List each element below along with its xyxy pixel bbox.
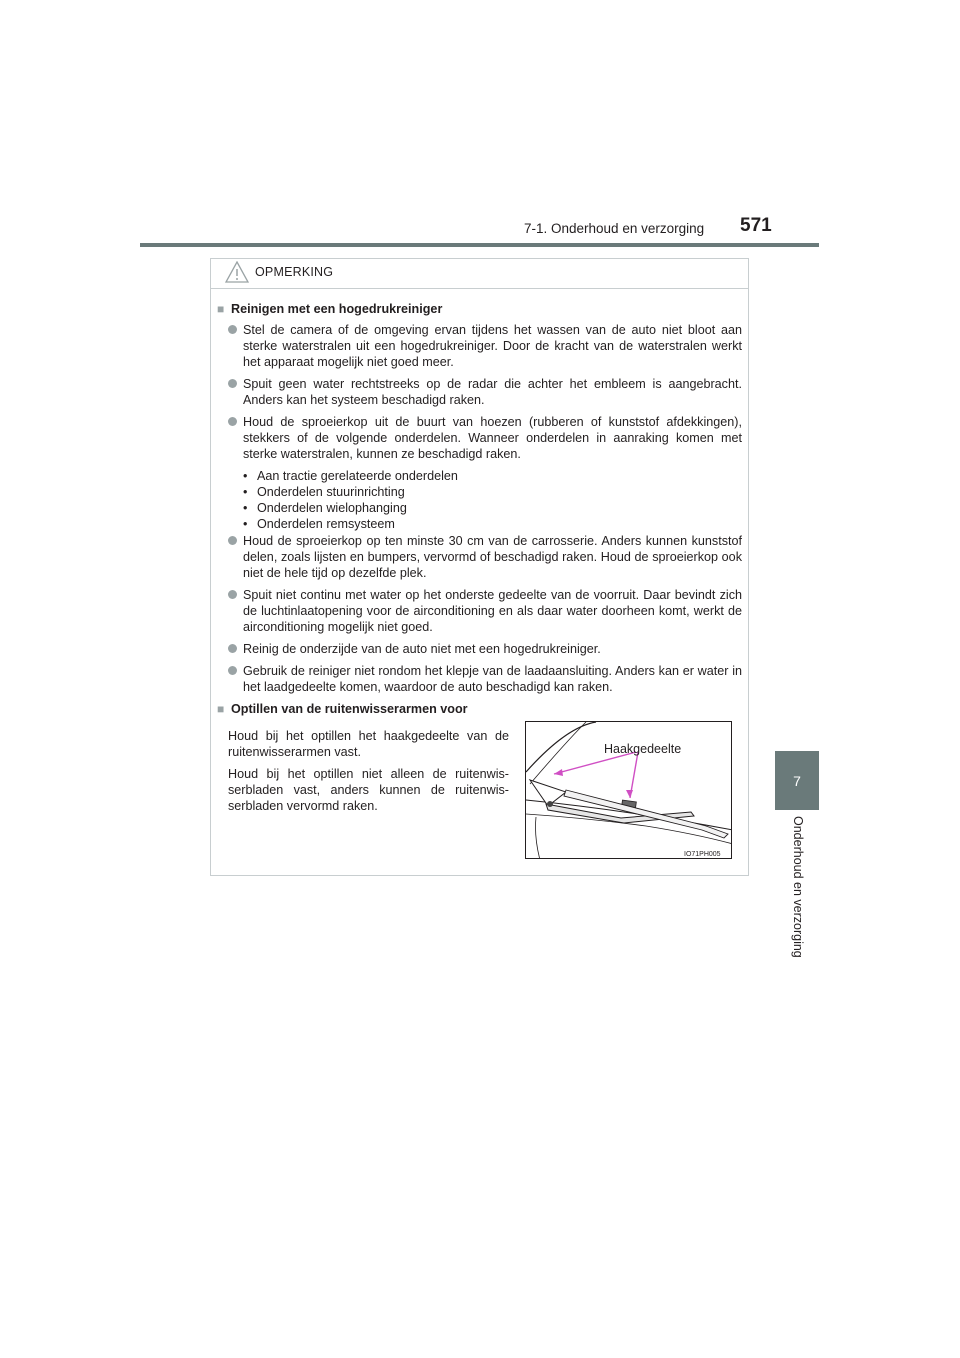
warning-triangle-icon [225,261,249,288]
chapter-side-label: Onderhoud en verzorging [791,816,805,958]
list-item [217,641,742,657]
bullet-dot-icon [228,325,237,334]
list-item-text: Houd de sproeierkop uit de buurt van hoezen (rubberen of kunststof afdekkingen), stekkers of de volgende onderdelen. Wanneer onderdelen in aanraking komen met sterke waterstralen, kunnen ze beschadigd raken. [243,415,742,461]
square-bullet-icon: ■ [217,302,225,316]
list-item [217,322,742,370]
list-item-text: Gebruik de reiniger niet rondom het klepje van de laadaansluiting. Anders kan er water in het laadgedeelte komen, waardoor de auto beschadigd kan raken. [243,664,742,694]
wiper-arm-illustration [525,721,732,859]
sub-list [243,468,742,532]
sub-list-item: • Onderdelen wielophanging [243,501,407,515]
sub-list-item-text: Onderdelen wielophanging [257,501,407,515]
sub-list-item: • Onderdelen stuurinrichting [243,485,405,499]
list-item-text: Spuit geen water rechtstreeks op de radar die achter het embleem is aangebracht. Anders kan het systeem beschadigd raken. [243,377,742,407]
sub-list-item-text: Onderdelen remsysteem [257,517,395,531]
bullet-dot-icon [228,536,237,545]
sub-list-item-text: Aan tractie gerelateerde onderdelen [257,469,458,483]
figure-code: IO71PH005 [684,851,721,858]
list-item-text: Houd de sproeierkop op ten minste 30 cm van de carrosserie. Anders kunnen kunststof delen, zoals lijsten en bumpers, vervormd of beschadigd raken. Houd de sproeierkop ook niet de hele tijd op dezelfde plek. [243,534,742,580]
square-bullet-icon: ■ [217,702,225,716]
notice-header [211,259,748,289]
bullet-dot-icon [228,379,237,388]
bullet-dot-icon [228,590,237,599]
list-item-text: Stel de camera of de omgeving ervan tijdens het wassen van de auto niet bloot aan sterke waterstralen uit een hogedrukreiniger. Door de kracht van de waterstralen werkt het apparaat mogelijk niet goed meer. [243,323,742,369]
section-heading [217,301,742,317]
bullet-dot-icon [228,644,237,653]
notice-title: OPMERKING [255,265,334,279]
header-divider [140,243,819,247]
list-item-text: Spuit niet continu met water op het onderste gedeelte van de voorruit. Daar bevindt zich de luchtinlaatopening voor de airconditioning en als daar water doorheen komt, werkt de airconditioning mogelijk niet goed. [243,588,742,634]
chapter-tab: 7 [775,751,819,810]
list-item [217,587,742,635]
page-number: 571 [740,215,772,236]
bullet-dot-icon [228,417,237,426]
sub-list-item: • Onderdelen remsysteem [243,517,395,531]
sub-list-item: • Aan tractie gerelateerde onderdelen [243,469,458,483]
list-item-text: Reinig de onderzijde van de auto niet met een hogedrukreiniger. [243,642,601,656]
bullet-dot-icon [228,666,237,675]
figure-label: Haakgedeelte [604,742,682,756]
section-heading-text: Optillen van de ruitenwisserarmen voor [231,702,468,716]
list-item [217,663,742,695]
paragraph: Houd bij het optillen het haakgedeelte van de ruitenwisserarmen vast. [228,729,509,759]
list-item [217,414,742,462]
wiper-text [228,722,509,820]
section-heading-text: Reinigen met een hogedrukreiniger [231,302,443,316]
list-item [217,533,742,581]
sub-list-item-text: Onderdelen stuurinrichting [257,485,405,499]
paragraph: Houd bij het optillen niet alleen de ruitenwis-serbladen vast, anders kunnen de ruitenwis-serbladen vervormd raken. [228,767,509,813]
list-item [217,376,742,408]
section-title: 7-1. Onderhoud en verzorging [524,221,705,236]
section-heading [217,701,742,717]
